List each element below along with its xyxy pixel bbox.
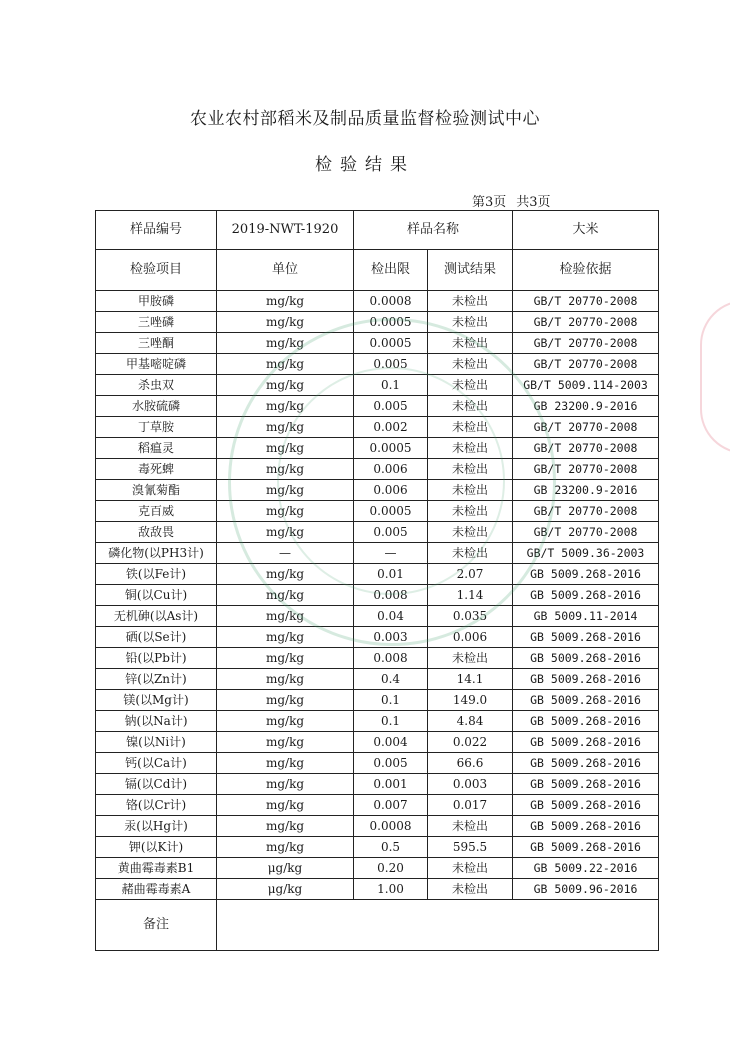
sample-id-label: 样品编号 — [96, 211, 217, 250]
test-standard: GB/T 5009.36-2003 — [513, 543, 659, 564]
table-row — [96, 396, 659, 417]
detection-limit: 0.20 — [354, 858, 428, 879]
unit: mg/kg — [217, 396, 354, 417]
detection-limit: 0.1 — [354, 375, 428, 396]
unit: mg/kg — [217, 459, 354, 480]
table-row — [96, 774, 659, 795]
org-title: 农业农村部稻米及制品质量监督检验测试中心 — [190, 109, 540, 129]
table-row — [96, 543, 659, 564]
test-standard: GB 5009.268-2016 — [513, 774, 659, 795]
table-row — [96, 375, 659, 396]
test-standard: GB/T 20770-2008 — [513, 417, 659, 438]
test-result: 未检出 — [428, 417, 513, 438]
test-standard: GB 5009.268-2016 — [513, 627, 659, 648]
detection-limit: 0.005 — [354, 753, 428, 774]
table-row — [96, 690, 659, 711]
test-result: 2.07 — [428, 564, 513, 585]
table-row — [96, 438, 659, 459]
detection-limit: 0.005 — [354, 396, 428, 417]
item-name: 黄曲霉毒素B1 — [96, 858, 217, 879]
sample-name-value: 大米 — [513, 211, 659, 250]
table-row — [96, 291, 659, 312]
table-row — [96, 858, 659, 879]
detection-limit: 0.0008 — [354, 816, 428, 837]
red-stamp-edge — [700, 300, 730, 454]
item-name: 三唑磷 — [96, 312, 217, 333]
test-result: 未检出 — [428, 312, 513, 333]
item-name: 镉(以Cd计) — [96, 774, 217, 795]
test-standard: GB 23200.9-2016 — [513, 396, 659, 417]
table-row — [96, 312, 659, 333]
sample-name-label: 样品名称 — [354, 211, 513, 250]
detection-limit: 0.0005 — [354, 501, 428, 522]
test-result: 0.035 — [428, 606, 513, 627]
unit: mg/kg — [217, 522, 354, 543]
detection-limit: 0.008 — [354, 648, 428, 669]
table-row — [96, 417, 659, 438]
unit: mg/kg — [217, 333, 354, 354]
item-name: 铬(以Cr计) — [96, 795, 217, 816]
detection-limit: 0.005 — [354, 354, 428, 375]
unit: mg/kg — [217, 606, 354, 627]
test-standard: GB 5009.22-2016 — [513, 858, 659, 879]
test-standard: GB 5009.268-2016 — [513, 816, 659, 837]
detection-limit: 0.005 — [354, 522, 428, 543]
column-header-row — [96, 250, 659, 291]
test-result: 未检出 — [428, 396, 513, 417]
test-standard: GB 23200.9-2016 — [513, 480, 659, 501]
col-header-limit: 检出限 — [354, 250, 428, 291]
item-name: 汞(以Hg计) — [96, 816, 217, 837]
test-standard: GB 5009.96-2016 — [513, 879, 659, 900]
test-result: 未检出 — [428, 816, 513, 837]
unit: mg/kg — [217, 669, 354, 690]
unit: mg/kg — [217, 564, 354, 585]
table-row — [96, 501, 659, 522]
col-header-standard: 检验依据 — [513, 250, 659, 291]
unit: mg/kg — [217, 438, 354, 459]
detection-limit: 0.007 — [354, 795, 428, 816]
table-row — [96, 732, 659, 753]
item-name: 磷化物(以PH3计) — [96, 543, 217, 564]
remarks-label: 备注 — [96, 900, 217, 951]
unit: mg/kg — [217, 711, 354, 732]
unit: mg/kg — [217, 816, 354, 837]
test-standard: GB/T 5009.114-2003 — [513, 375, 659, 396]
doc-title: 检验结果 — [315, 155, 415, 175]
unit: mg/kg — [217, 732, 354, 753]
detection-limit: 0.001 — [354, 774, 428, 795]
item-name: 无机砷(以As计) — [96, 606, 217, 627]
test-result: 0.017 — [428, 795, 513, 816]
item-name: 铅(以Pb计) — [96, 648, 217, 669]
remarks-row — [96, 900, 659, 951]
detection-limit: 0.006 — [354, 480, 428, 501]
table-row — [96, 648, 659, 669]
item-name: 毒死蜱 — [96, 459, 217, 480]
test-standard: GB/T 20770-2008 — [513, 522, 659, 543]
item-name: 稻瘟灵 — [96, 438, 217, 459]
unit: mg/kg — [217, 354, 354, 375]
test-result: 0.022 — [428, 732, 513, 753]
item-name: 甲胺磷 — [96, 291, 217, 312]
item-name: 镍(以Ni计) — [96, 732, 217, 753]
unit: mg/kg — [217, 291, 354, 312]
detection-limit: 0.4 — [354, 669, 428, 690]
unit: mg/kg — [217, 501, 354, 522]
test-result: 未检出 — [428, 480, 513, 501]
detection-limit: 0.5 — [354, 837, 428, 858]
table-row — [96, 354, 659, 375]
col-header-unit: 单位 — [217, 250, 354, 291]
test-standard: GB 5009.268-2016 — [513, 564, 659, 585]
test-standard: GB/T 20770-2008 — [513, 501, 659, 522]
unit: mg/kg — [217, 480, 354, 501]
detection-limit: 0.1 — [354, 690, 428, 711]
test-standard: GB 5009.268-2016 — [513, 795, 659, 816]
unit: mg/kg — [217, 648, 354, 669]
test-standard: GB/T 20770-2008 — [513, 291, 659, 312]
item-name: 赭曲霉毒素A — [96, 879, 217, 900]
table-row — [96, 585, 659, 606]
item-name: 铁(以Fe计) — [96, 564, 217, 585]
page-current: 第3页 — [472, 195, 507, 210]
test-standard: GB 5009.268-2016 — [513, 732, 659, 753]
test-standard: GB 5009.268-2016 — [513, 669, 659, 690]
table-row — [96, 753, 659, 774]
detection-limit: 0.002 — [354, 417, 428, 438]
item-name: 甲基嘧啶磷 — [96, 354, 217, 375]
test-result: 4.84 — [428, 711, 513, 732]
detection-limit: — — [354, 543, 428, 564]
item-name: 钾(以K计) — [96, 837, 217, 858]
detection-limit: 0.003 — [354, 627, 428, 648]
unit: mg/kg — [217, 774, 354, 795]
results-table — [95, 210, 659, 951]
detection-limit: 0.004 — [354, 732, 428, 753]
unit: μg/kg — [217, 858, 354, 879]
item-name: 丁草胺 — [96, 417, 217, 438]
test-standard: GB/T 20770-2008 — [513, 333, 659, 354]
test-result: 未检出 — [428, 291, 513, 312]
col-header-result: 测试结果 — [428, 250, 513, 291]
detection-limit: 0.0005 — [354, 312, 428, 333]
test-standard: GB/T 20770-2008 — [513, 354, 659, 375]
detection-limit: 0.0008 — [354, 291, 428, 312]
detection-limit: 1.00 — [354, 879, 428, 900]
unit: mg/kg — [217, 375, 354, 396]
table-row — [96, 564, 659, 585]
test-result: 0.003 — [428, 774, 513, 795]
item-name: 敌敌畏 — [96, 522, 217, 543]
table-row — [96, 627, 659, 648]
table-row — [96, 480, 659, 501]
test-result: 未检出 — [428, 522, 513, 543]
table-row — [96, 816, 659, 837]
item-name: 三唑酮 — [96, 333, 217, 354]
table-row — [96, 837, 659, 858]
unit: mg/kg — [217, 417, 354, 438]
test-result: 未检出 — [428, 438, 513, 459]
unit: mg/kg — [217, 837, 354, 858]
test-result: 14.1 — [428, 669, 513, 690]
unit: mg/kg — [217, 690, 354, 711]
test-result: 未检出 — [428, 375, 513, 396]
test-result: 未检出 — [428, 879, 513, 900]
item-name: 钙(以Ca计) — [96, 753, 217, 774]
test-standard: GB 5009.268-2016 — [513, 690, 659, 711]
test-standard: GB 5009.11-2014 — [513, 606, 659, 627]
table-row — [96, 459, 659, 480]
detection-limit: 0.04 — [354, 606, 428, 627]
unit: mg/kg — [217, 585, 354, 606]
test-result: 未检出 — [428, 459, 513, 480]
test-result: 未检出 — [428, 858, 513, 879]
test-standard: GB 5009.268-2016 — [513, 648, 659, 669]
test-standard: GB 5009.268-2016 — [513, 753, 659, 774]
table-row — [96, 795, 659, 816]
test-result: 未检出 — [428, 333, 513, 354]
detection-limit: 0.0005 — [354, 333, 428, 354]
item-name: 克百威 — [96, 501, 217, 522]
test-result: 149.0 — [428, 690, 513, 711]
test-result: 0.006 — [428, 627, 513, 648]
unit: μg/kg — [217, 879, 354, 900]
item-name: 锌(以Zn计) — [96, 669, 217, 690]
test-result: 未检出 — [428, 648, 513, 669]
test-result: 未检出 — [428, 543, 513, 564]
item-name: 镁(以Mg计) — [96, 690, 217, 711]
test-standard: GB 5009.268-2016 — [513, 711, 659, 732]
detection-limit: 0.1 — [354, 711, 428, 732]
test-standard: GB 5009.268-2016 — [513, 837, 659, 858]
sample-id-value: 2019-NWT-1920 — [217, 211, 354, 250]
unit: mg/kg — [217, 753, 354, 774]
table-row — [96, 606, 659, 627]
detection-limit: 0.01 — [354, 564, 428, 585]
page-total: 共3页 — [516, 195, 551, 210]
test-standard: GB/T 20770-2008 — [513, 312, 659, 333]
detection-limit: 0.0005 — [354, 438, 428, 459]
item-name: 铜(以Cu计) — [96, 585, 217, 606]
test-result: 1.14 — [428, 585, 513, 606]
test-result: 未检出 — [428, 501, 513, 522]
item-name: 溴氰菊酯 — [96, 480, 217, 501]
test-result: 595.5 — [428, 837, 513, 858]
test-standard: GB/T 20770-2008 — [513, 459, 659, 480]
item-name: 杀虫双 — [96, 375, 217, 396]
test-standard: GB 5009.268-2016 — [513, 585, 659, 606]
item-name: 钠(以Na计) — [96, 711, 217, 732]
table-row — [96, 879, 659, 900]
detection-limit: 0.006 — [354, 459, 428, 480]
table-row — [96, 333, 659, 354]
table-row — [96, 711, 659, 732]
unit: — — [217, 543, 354, 564]
col-header-item: 检验项目 — [96, 250, 217, 291]
page-number — [472, 191, 551, 210]
unit: mg/kg — [217, 627, 354, 648]
sample-info-row — [96, 211, 659, 250]
item-name: 硒(以Se计) — [96, 627, 217, 648]
table-row — [96, 669, 659, 690]
test-result: 66.6 — [428, 753, 513, 774]
test-result: 未检出 — [428, 354, 513, 375]
unit: mg/kg — [217, 312, 354, 333]
detection-limit: 0.008 — [354, 585, 428, 606]
test-standard: GB/T 20770-2008 — [513, 438, 659, 459]
item-name: 水胺硫磷 — [96, 396, 217, 417]
unit: mg/kg — [217, 795, 354, 816]
remarks-value — [217, 900, 659, 951]
table-row — [96, 522, 659, 543]
